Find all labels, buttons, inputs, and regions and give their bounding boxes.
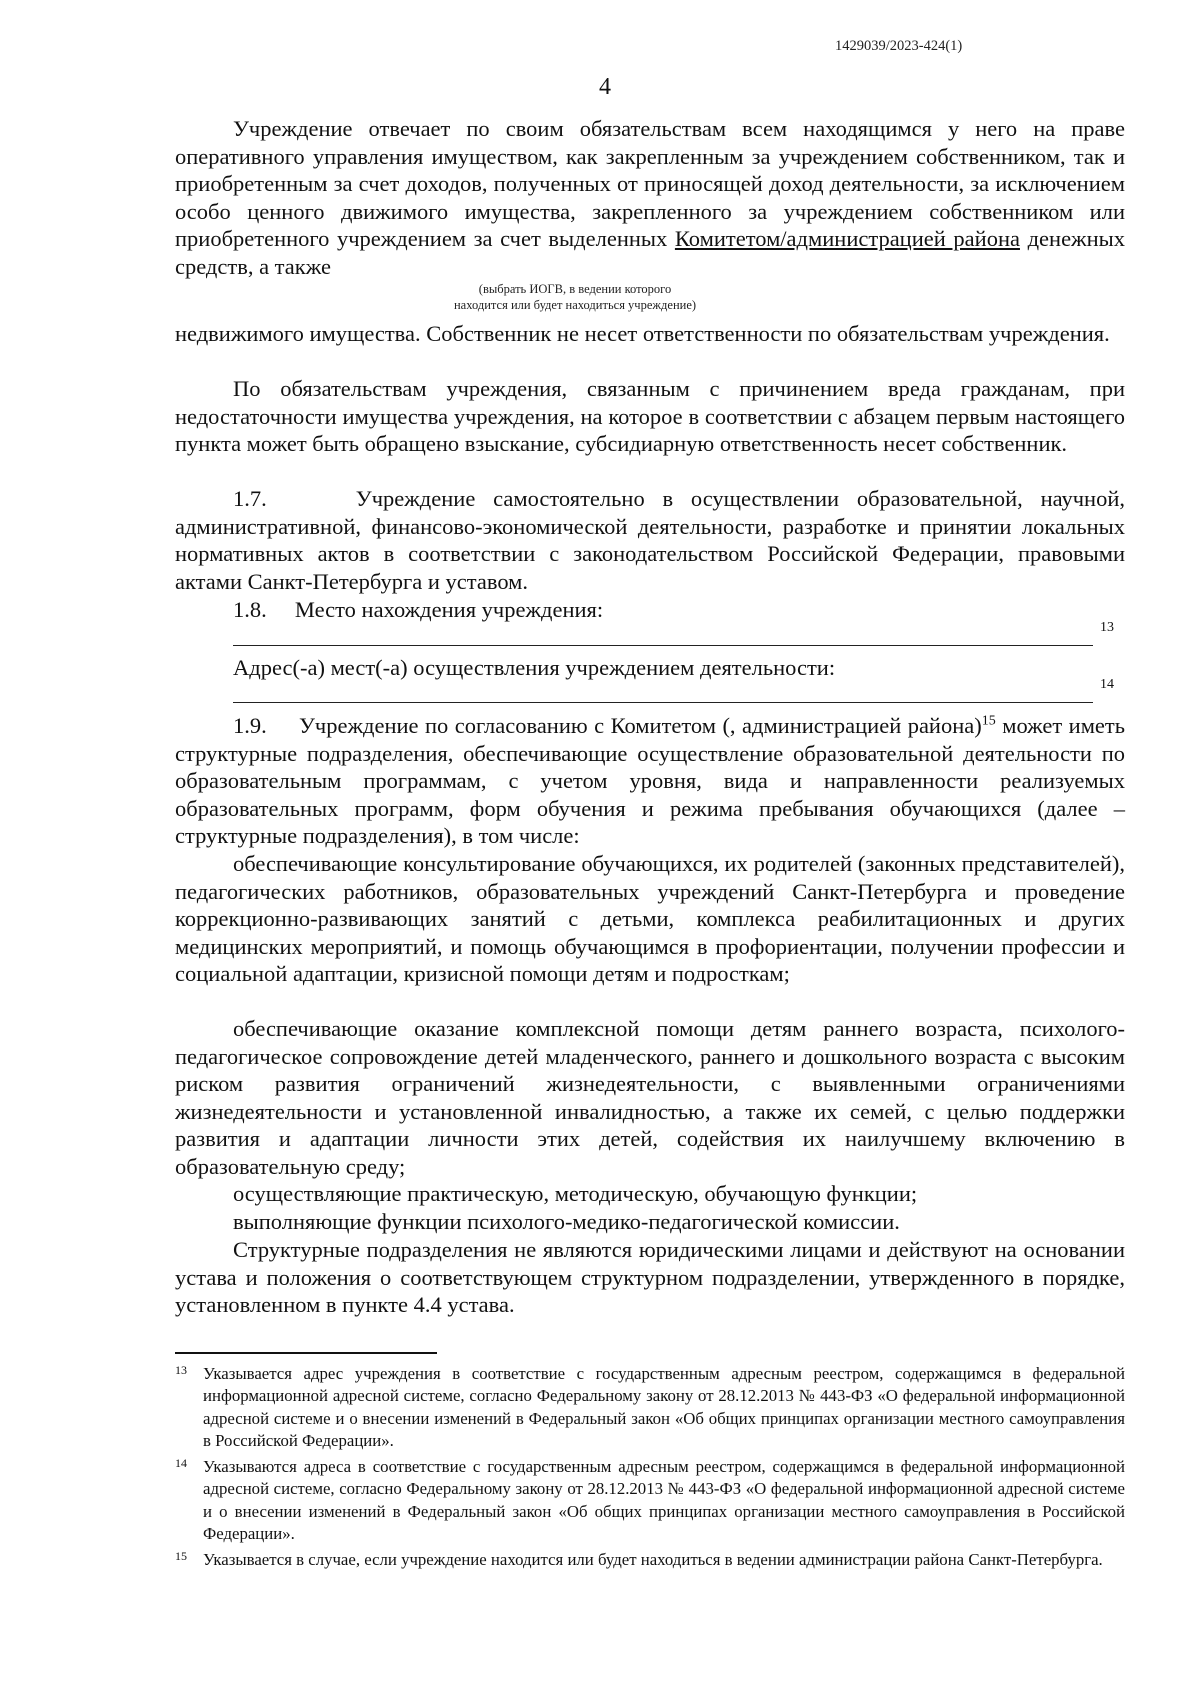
footnote-text: Указывается в случае, если учреждение находится или будет находиться в ведении администрации района Санкт-Петербурга.	[203, 1550, 1103, 1569]
address-label: Адрес(-а) мест(-а) осуществления учреждением деятельности:	[233, 655, 836, 680]
paragraph-text: Учреждение отвечает по своим обязательствам всем находящимся у него на праве оперативного управления имуществом, как закрепленным за учреждением собственником, так и приобретенным за счет доходов, полученных от приносящей доход деятельности, за исключением особо ценного движимого имущества, закрепленного за учреждением собственником или приобретенного учреждением за счет выделенных	[175, 116, 1125, 252]
footnote-13	[175, 1363, 1125, 1452]
footnote-ref-14: 14	[1100, 677, 1114, 692]
footnote-number: 14	[175, 1456, 187, 1470]
footnote-separator	[175, 1352, 437, 1354]
paragraph-units	[175, 1236, 1125, 1319]
paragraph-text: 1.9. Учреждение по согласованию с Комитетом (, администрацией района)	[233, 713, 982, 738]
footnote-number: 15	[175, 1549, 187, 1563]
footnote-ref-15: 15	[981, 713, 996, 729]
paragraph-liability	[175, 115, 1125, 281]
paragraph-1-8	[175, 596, 1125, 624]
footnote-text: Указываются адреса в соответствие с государственным адресным реестром, содержащимся в федеральной информационной адресной системе, согласно Федеральному закону от 28.12.2013 № 443-ФЗ «О федеральной информационной адресной системе и о внесении изменений в Федеральный закон «Об общих принципах организации местного самоуправления в Российской Федерации».	[203, 1457, 1125, 1543]
paragraph-text: По обязательствам учреждения, связанным с причинением вреда гражданам, при недостаточности имущества учреждения, на которое в соответствии с абзацем первым настоящего пункта может быть обращено взыскание, субсидиарную ответственность несет собственник.	[175, 376, 1125, 457]
paragraph-text: недвижимого имущества. Собственник не несет ответственности по обязательствам учреждения.	[175, 321, 1110, 346]
paragraph-text: выполняющие функции психолого-медико-педагогической комиссии.	[233, 1209, 900, 1234]
paragraph-subsidiary	[175, 375, 1125, 458]
paragraph-text: 1.8. Место нахождения учреждения:	[233, 597, 604, 622]
hint-note-2: находится или будет находиться учреждение)	[453, 298, 697, 312]
footnote-number: 13	[175, 1363, 187, 1377]
paragraph-text: может иметь структурные подразделения, обеспечивающие осуществление образовательной деятельности по образовательным программам, с учетом уровня, вида и направленности реализуемых образовательных программ, форм обучения и режима пребывания обучающихся (далее – структурные подразделения), в том числе:	[175, 713, 1126, 849]
paragraph-commission	[175, 1208, 1125, 1236]
paragraph-text: денежных средств, а также	[175, 226, 1126, 279]
paragraph-practical	[175, 1180, 1125, 1208]
page-number: 4	[599, 74, 611, 100]
footnote-ref-13: 13	[1100, 620, 1114, 635]
paragraph-1-7	[175, 485, 1125, 595]
paragraph-text: Структурные подразделения не являются юридическими лицами и действуют на основании устава и положения о соответствующем структурном подразделении, утвержденного в порядке, установленном в пункте 4.4 устава.	[175, 1237, 1125, 1318]
blank-line	[233, 702, 1093, 703]
paragraph-text: осуществляющие практическую, методическую, обучающую функции;	[233, 1181, 918, 1206]
document-number: 1429039/2023-424(1)	[835, 38, 963, 54]
paragraph-1-9	[175, 712, 1125, 850]
paragraph-realty	[175, 320, 1125, 348]
paragraph-text: обеспечивающие консультирование обучающихся, их родителей (законных представителей), педагогических работников, образовательных учреждений Санкт-Петербурга и проведение коррекционно-развивающих занятий с детьми, комплекса реабилитационных и других медицинских мероприятий, и помощь обучающимся в профориентации, получении профессии и социальной адаптации, кризисной помощи детям и подросткам;	[175, 851, 1125, 987]
blank-line	[233, 645, 1093, 646]
paragraph-text: 1.7. Учреждение самостоятельно в осуществлении образовательной, научной, административной, финансово-экономической деятельности, разработке и принятии локальных нормативных актов в соответствии с законодательством Российской Федерации, правовыми актами Санкт-Петербурга и уставом.	[175, 486, 1125, 594]
hint-note-1: (выбрать ИОГВ, в ведении которого	[478, 282, 672, 296]
paragraph-consulting	[175, 850, 1125, 988]
footnote-15	[175, 1549, 1125, 1571]
paragraph-early-help	[175, 1015, 1125, 1181]
paragraph-text: обеспечивающие оказание комплексной помощи детям раннего возраста, психолого-педагогическое сопровождение детей младенческого, раннего и дошкольного возраста с высоким риском развития ограничений жизнедеятельности, с выявленными ограничениями жизнедеятельности и установленной инвалидностью, а также их семей, с целью поддержки развития и адаптации личности этих детей, содействия их наилучшему включению в образовательную среду;	[175, 1016, 1125, 1179]
underlined-insert: Комитетом/администрацией района	[674, 226, 1020, 252]
footnote-text: Указывается адрес учреждения в соответствие с государственным адресным реестром, содержащимся в федеральной информационной адресной системе, согласно Федеральному закону от 28.12.2013 № 443-ФЗ «О федеральной информационной адресной системе и о внесении изменений в Федеральный закон «Об общих принципах организации местного самоуправления в Российской Федерации».	[203, 1364, 1125, 1450]
footnote-14	[175, 1456, 1125, 1545]
